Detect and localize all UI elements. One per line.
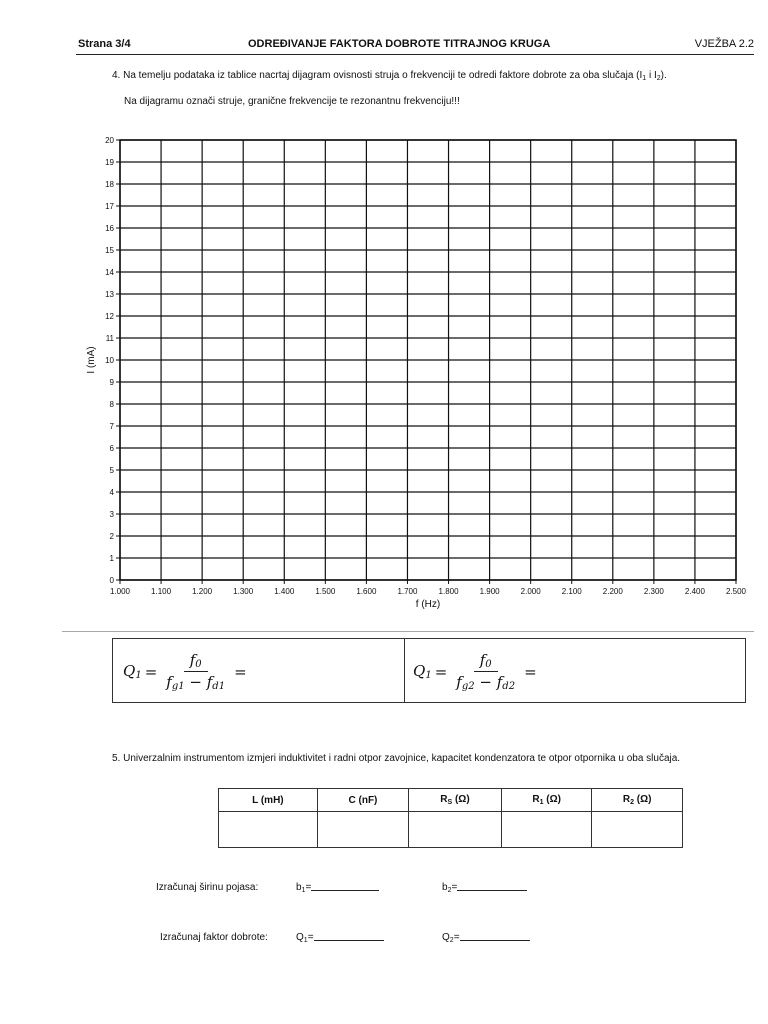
column-header-r2: $R_2$ (Ω) bbox=[592, 789, 683, 812]
y-tick-label: 18 bbox=[105, 180, 114, 189]
page-number: Strana 3/4 bbox=[78, 38, 131, 50]
column-header-rs: $R_S$ (Ω) bbox=[409, 789, 502, 812]
b1-field[interactable]: $b_1=$ bbox=[296, 882, 379, 894]
x-tick-label: 2.200 bbox=[602, 587, 623, 596]
y-tick-label: 7 bbox=[109, 422, 114, 431]
value-cell-c[interactable] bbox=[317, 812, 408, 848]
box-divider bbox=[404, 639, 405, 702]
task4-note: Na dijagramu označi struje, granične frekvencije te rezonantnu frekvenciju!!! bbox=[124, 96, 460, 107]
q2-blank-line[interactable] bbox=[460, 940, 530, 941]
x-tick-label: 1.500 bbox=[315, 587, 336, 596]
y-tick-label: 10 bbox=[105, 356, 114, 365]
b2-field[interactable]: $b_2=$ bbox=[442, 882, 527, 894]
x-tick-label: 1.300 bbox=[233, 587, 254, 596]
value-cell-r2[interactable] bbox=[592, 812, 683, 848]
y-tick-label: 3 bbox=[109, 510, 114, 519]
fraction: $\frac{f_0}{f_{g2} - f_{d2}}$ bbox=[456, 651, 516, 692]
q1-field[interactable]: $Q_1=$ bbox=[296, 932, 384, 944]
x-tick-label: 1.200 bbox=[192, 587, 213, 596]
x-tick-label: 1.800 bbox=[438, 587, 459, 596]
q1-formula-right: $Q_1$ = $\frac{f_0}{f_{g2} - f_{d2}}$ = bbox=[413, 651, 537, 692]
y-tick-label: 1 bbox=[109, 554, 114, 563]
x-tick-label: 2.300 bbox=[643, 587, 664, 596]
y-tick-label: 6 bbox=[109, 444, 114, 453]
b2-blank-line[interactable] bbox=[457, 890, 527, 891]
y-tick-label: 16 bbox=[105, 224, 114, 233]
task5-instruction: 5. Univerzalnim instrumentom izmjeri induktivitet i radni otpor zavojnice, kapacitet kondenzatora te otpor otpornika u oba slučaja. bbox=[112, 753, 681, 764]
x-tick-label: 2.500 bbox=[725, 587, 747, 596]
x-tick-label: 2.000 bbox=[520, 587, 541, 596]
x-tick-label: 1.000 bbox=[109, 587, 131, 596]
x-tick-label: 1.900 bbox=[479, 587, 500, 596]
value-cell-r1[interactable] bbox=[501, 812, 592, 848]
x-tick-label: 1.700 bbox=[397, 587, 418, 596]
y-tick-label: 17 bbox=[105, 202, 114, 211]
y-tick-label: 8 bbox=[109, 400, 114, 409]
x-tick-label: 2.400 bbox=[684, 587, 705, 596]
scan-edge-line bbox=[62, 631, 754, 632]
document-title: ODREĐIVANJE FAKTORA DOBROTE TITRAJNOG KRUGA bbox=[248, 38, 551, 50]
x-tick-label: 1.100 bbox=[151, 587, 172, 596]
x-tick-label: 1.600 bbox=[356, 587, 377, 596]
q2-field[interactable]: $Q_2=$ bbox=[442, 932, 530, 944]
header-rule bbox=[76, 54, 754, 55]
task4-instruction: 4. Na temelju podataka iz tablice nacrtaj dijagram ovisnosti struja o frekvenciji te odredi faktore dobrote za oba slučaja ($I_1$ i $I_2$). bbox=[112, 70, 667, 82]
y-tick-label: 15 bbox=[105, 246, 114, 255]
y-tick-label: 2 bbox=[109, 532, 114, 541]
q1-blank-line[interactable] bbox=[314, 940, 384, 941]
y-tick-label: 12 bbox=[105, 312, 114, 321]
y-tick-label: 9 bbox=[109, 378, 114, 387]
fraction: $\frac{f_0}{f_{g1} - f_{d1}}$ bbox=[166, 651, 226, 692]
y-tick-label: 0 bbox=[109, 576, 114, 585]
value-cell-rs[interactable] bbox=[409, 812, 502, 848]
x-axis-label: f (Hz) bbox=[415, 599, 441, 610]
q1-formula-left: $Q_1$ = $\frac{f_0}{f_{g1} - f_{d1}}$ = bbox=[123, 651, 247, 692]
table-header-row bbox=[219, 789, 683, 812]
x-tick-label: 2.100 bbox=[561, 587, 582, 596]
y-axis-label: I (mA) bbox=[86, 346, 97, 374]
y-tick-label: 14 bbox=[105, 268, 114, 277]
exercise-label: VJEŽBA 2.2 bbox=[694, 38, 754, 50]
quality-factor-label: Izračunaj faktor dobrote: bbox=[160, 932, 268, 943]
y-tick-label: 19 bbox=[105, 158, 114, 167]
bandwidth-label: Izračunaj širinu pojasa: bbox=[156, 882, 259, 893]
measurement-table bbox=[218, 788, 683, 848]
column-header-c: C (nF) bbox=[317, 789, 408, 812]
value-cell-l[interactable] bbox=[219, 812, 318, 848]
y-tick-label: 20 bbox=[105, 136, 114, 145]
y-tick-label: 13 bbox=[105, 290, 114, 299]
quality-factor-formula-box bbox=[112, 638, 746, 703]
table-row bbox=[219, 812, 683, 848]
y-tick-label: 11 bbox=[105, 334, 114, 343]
b1-blank-line[interactable] bbox=[311, 890, 379, 891]
current-frequency-grid-chart bbox=[80, 130, 760, 630]
x-tick-label: 1.400 bbox=[274, 587, 295, 596]
column-header-r1: $R_1$ (Ω) bbox=[501, 789, 592, 812]
column-header-l: L (mH) bbox=[219, 789, 318, 812]
y-tick-label: 5 bbox=[109, 466, 114, 475]
y-tick-label: 4 bbox=[109, 488, 114, 497]
